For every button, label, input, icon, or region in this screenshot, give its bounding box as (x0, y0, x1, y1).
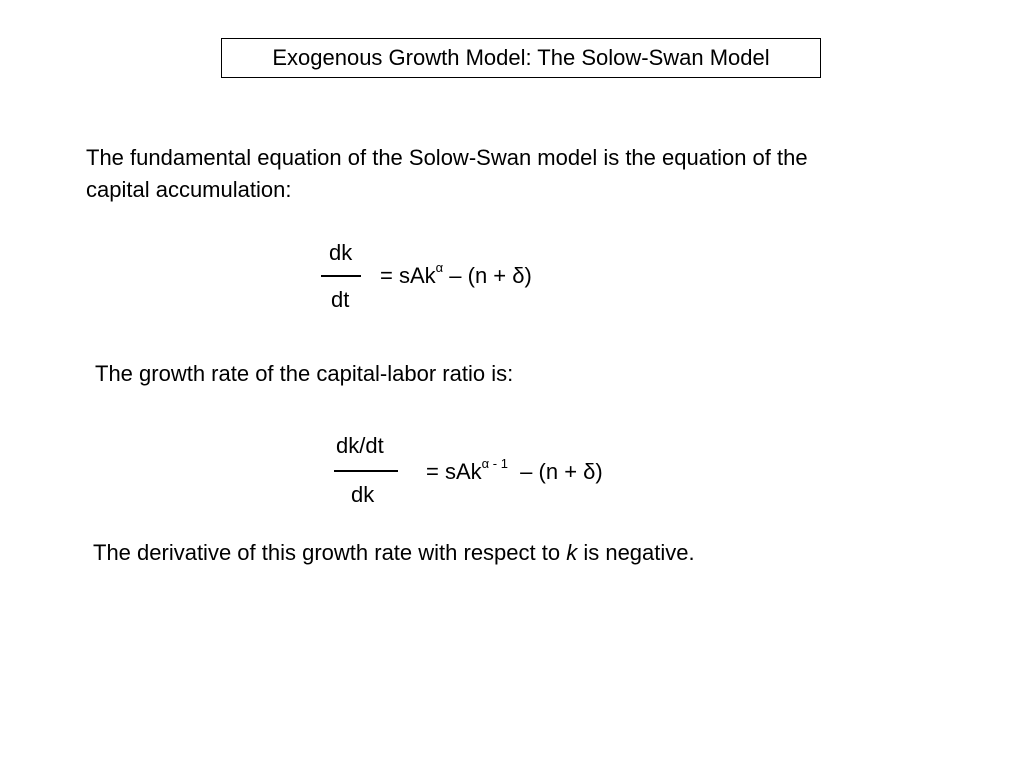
eq2-fraction-bar (334, 470, 398, 472)
eq2-rhs-suffix: – (n + δ) (507, 459, 603, 484)
derivative-text-after: is negative. (577, 540, 695, 565)
intro-line-1: The fundamental equation of the Solow-Swan model is the equation of the (86, 145, 808, 170)
intro-line-2: capital accumulation: (86, 177, 292, 202)
eq2-denominator: dk (351, 482, 375, 507)
intro-paragraph (86, 142, 808, 206)
eq2-rhs-prefix: = sAk (426, 459, 482, 484)
eq1-fraction-bar (321, 275, 361, 277)
derivative-paragraph (93, 537, 695, 569)
eq1-rhs (380, 260, 532, 289)
slide-title: Exogenous Growth Model: The Solow-Swan Model (221, 38, 821, 78)
growth-rate-paragraph: The growth rate of the capital-labor ratio is: (95, 361, 514, 386)
eq1-denominator: dt (331, 287, 350, 312)
derivative-text-before: The derivative of this growth rate with respect to (93, 540, 567, 565)
eq1-rhs-suffix: – (n + δ) (443, 263, 532, 288)
eq1-numerator: dk (329, 240, 353, 265)
derivative-variable-k: k (566, 540, 578, 565)
eq1-rhs-prefix: = sAk (380, 263, 436, 288)
eq2-rhs (426, 456, 603, 485)
eq1-exponent: α (435, 260, 444, 275)
eq2-exponent: α - 1 (481, 456, 508, 471)
eq2-numerator: dk/dt (336, 433, 384, 458)
